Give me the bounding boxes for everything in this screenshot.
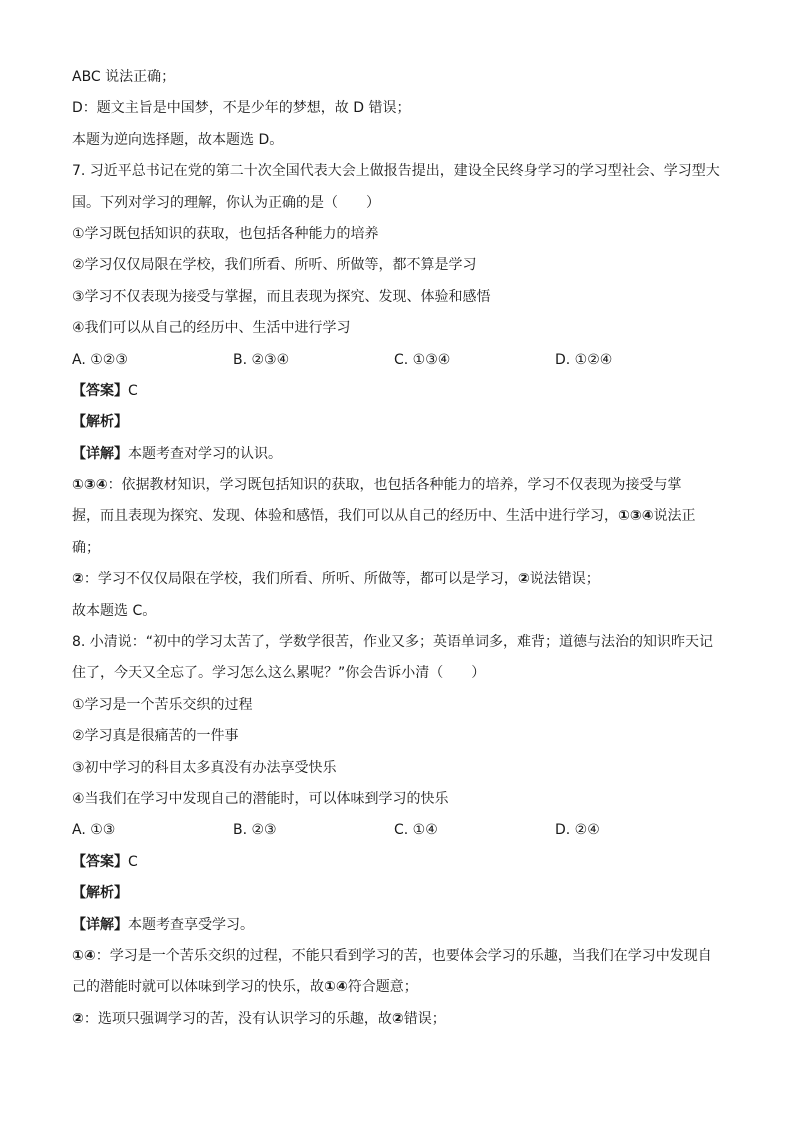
q8-statement-3: ③初中学习的科目太多真没有办法享受快乐 [72, 759, 337, 776]
q7-answer-value: C [128, 382, 138, 399]
q8-detail [72, 910, 722, 941]
q8-explanation-mark: ①④ [72, 947, 96, 964]
q7-statement-2: ②学习仅仅局限在学校，我们所看、所听、所做等，都不算是学习 [72, 257, 477, 274]
q7-statement-1: ①学习既包括知识的获取，也包括各种能力的培养 [72, 225, 379, 242]
q7-explanation-text-1: ：依据教材知识，学习既包括知识的获取，也包括各种能力的培养，学习不仅表现为接受与掌 [107, 477, 682, 494]
q8-answer-label: 【答案】 [72, 853, 128, 870]
q7-explanation-mark: ①③④ [72, 477, 108, 494]
q8-wrong-tail: 错误； [403, 1010, 446, 1027]
q8-option-b: B. ②③ [233, 822, 277, 839]
q7-wrong-text: ：学习不仅仅局限在学校，我们所看、所听、所做等，都可以是学习， [83, 571, 518, 588]
q7-explanation-text-3: 说法正 [653, 508, 696, 525]
q8-statement-4: ④当我们在学习中发现自己的潜能时，可以体味到学习的快乐 [72, 790, 449, 807]
q7-explanation-text-2: 握，而且表现为探究、发现、体验和感悟，我们可以从自己的经历中、生活中进行学习， [72, 508, 618, 525]
document-page [72, 62, 722, 1035]
q8-wrong-mark-2: ② [391, 1010, 404, 1027]
q7-statement-3: ③学习不仅表现为接受与掌握，而且表现为探究、发现、体验和感悟 [72, 288, 491, 305]
q7-option-d: D. ①②④ [555, 351, 613, 368]
q7-wrong-mark: ② [72, 571, 84, 588]
q8-explanation-text-3: 符合题意； [347, 979, 418, 996]
q8-option-d: D. ②④ [555, 822, 600, 839]
q8-explanation-text-1: ：学习是一个苦乐交织的过程，不能只看到学习的苦，也要体会学习的乐趣，当我们在学习中发现自 [95, 947, 712, 964]
q8-explanation-line-1 [72, 941, 722, 972]
q7-option-a: A. ①②③ [72, 351, 128, 368]
q8-statement-1: ①学习是一个苦乐交织的过程 [72, 696, 253, 713]
q8-statement-2: ②学习真是很痛苦的一件事 [72, 728, 239, 745]
q8-explanation-wrong [72, 1004, 722, 1035]
q7-answer [72, 376, 722, 407]
q7-option-b: B. ②③④ [233, 351, 290, 368]
q7-statement-4: ④我们可以从自己的经历中、生活中进行学习 [72, 320, 351, 337]
q7-detail-text: 本题考查对学习的认识。 [128, 445, 282, 462]
q8-option-c: C. ①④ [394, 822, 438, 839]
q7-analysis-label: 【解析】 [72, 414, 128, 431]
q6-conclusion: 本题为逆向选择题，故本题选 D。 [72, 131, 284, 148]
q7-option-c: C. ①③④ [394, 351, 451, 368]
q7-wrong-tail: 说法错误； [529, 571, 600, 588]
q8-detail-text: 本题考查享受学习。 [128, 916, 254, 933]
q7-answer-label: 【答案】 [72, 382, 128, 399]
q6-answer-line-abc: ABC 说法正确； [72, 69, 176, 85]
q7-explanation-mark-2: ①③④ [618, 508, 654, 525]
q8-stem-line-2: 住了，今天又全忘了。学习怎么这么累呢？”你会告诉小清（ ） [72, 665, 486, 682]
q6-answer-line-d: D：题文主旨是中国梦，不是少年的梦想，故 D 错误； [72, 100, 411, 117]
q8-answer-value: C [128, 853, 138, 870]
q7-explanation-line-3: 确； [72, 539, 100, 556]
q7-explanation-line-2 [72, 501, 722, 532]
q8-detail-label: 【详解】 [72, 916, 128, 933]
q8-answer [72, 847, 722, 878]
q8-options [72, 815, 722, 846]
q8-explanation-line-2 [72, 972, 722, 1003]
q7-explanation-line-1 [72, 470, 722, 501]
q7-options [72, 345, 722, 376]
q8-analysis-label: 【解析】 [72, 885, 128, 902]
q8-wrong-text: ：选项只强调学习的苦，没有认识学习的乐趣，故 [83, 1010, 392, 1027]
q7-wrong-mark-2: ② [517, 571, 530, 588]
q7-conclusion: 故本题选 C。 [72, 602, 157, 619]
q8-option-a: A. ①③ [72, 822, 116, 839]
q7-detail [72, 439, 722, 470]
q7-detail-label: 【详解】 [72, 445, 128, 462]
q7-stem-line-2: 国。下列对学习的理解，你认为正确的是（ ） [72, 194, 380, 211]
q8-stem-line-1: 8. 小清说：“初中的学习太苦了，学数学很苦，作业又多；英语单词多，难背；道德与法治的知识昨天记 [72, 634, 714, 651]
q8-explanation-text-2: 己的潜能时就可以体味到学习的快乐，故 [72, 979, 324, 996]
q7-stem-line-1: 7. 习近平总书记在党的第二十次全国代表大会上做报告提出，建设全民终身学习的学习型社会、学习型大 [72, 163, 720, 180]
q8-wrong-mark: ② [72, 1010, 84, 1027]
q8-explanation-mark-2: ①④ [324, 979, 348, 996]
q7-explanation-wrong [72, 564, 722, 595]
